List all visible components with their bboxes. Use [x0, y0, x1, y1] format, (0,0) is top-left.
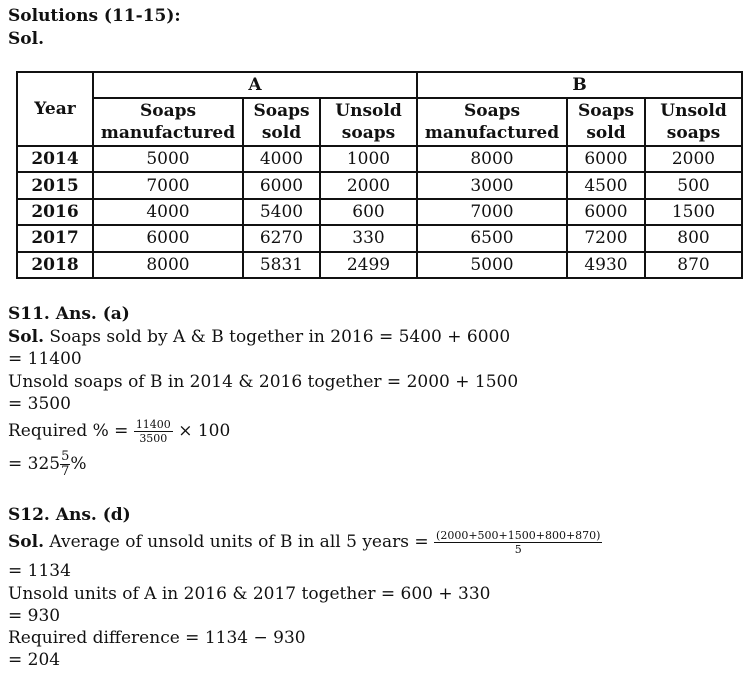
s11-sol-label: Sol. [8, 327, 44, 347]
s11-fraction-denominator: 3500 [139, 432, 168, 445]
s11-result-denominator: 7 [61, 464, 70, 479]
table-cell: 2499 [320, 252, 417, 278]
table-cell: 6000 [567, 146, 645, 172]
table-cell: 330 [320, 225, 417, 251]
table-cell: 6270 [243, 225, 320, 251]
table-cell: 800 [645, 225, 742, 251]
s11-req-suffix: × 100 [172, 421, 231, 441]
table-cell: 4000 [243, 146, 320, 172]
table-cell: 500 [645, 172, 742, 198]
year-cell: 2015 [17, 172, 93, 198]
table-cell: 2000 [645, 146, 742, 172]
s11-fraction [134, 418, 173, 445]
table-cell: 7000 [93, 172, 243, 198]
s11-line-1 [8, 327, 510, 347]
s12-line-2: = 1134 [8, 561, 71, 581]
column-header: Soaps sold [243, 98, 320, 146]
s12-line-1-text: Average of unsold units of B in all 5 years = [44, 532, 435, 552]
year-header: Year [17, 72, 93, 146]
s11-line-1-text: Soaps sold by A & B together in 2016 = 5400 + 6000 [44, 327, 511, 347]
s11-result-prefix: = 325 [8, 454, 61, 474]
table-cell: 5400 [243, 199, 320, 225]
s11-result-fraction [60, 450, 70, 479]
table-cell: 3000 [417, 172, 567, 198]
s12-title: S12. Ans. (d) [8, 505, 131, 525]
table-cell: 870 [645, 252, 742, 278]
table-cell: 2000 [320, 172, 417, 198]
s12-line-4: = 930 [8, 606, 61, 626]
table-cell: 6000 [567, 199, 645, 225]
table-cell: 600 [320, 199, 417, 225]
year-cell: 2016 [17, 199, 93, 225]
table-row [17, 172, 742, 198]
table-cell: 8000 [417, 146, 567, 172]
group-a-header: A [93, 72, 417, 98]
column-header: Unsold soaps [645, 98, 742, 146]
column-header: Soaps sold [567, 98, 645, 146]
s11-line-3: Unsold soaps of B in 2014 & 2016 together = 2000 + 1500 [8, 372, 519, 392]
table-cell: 7000 [417, 199, 567, 225]
year-cell: 2014 [17, 146, 93, 172]
s11-title: S11. Ans. (a) [8, 304, 130, 324]
column-header: Unsold soaps [320, 98, 417, 146]
year-cell: 2018 [17, 252, 93, 278]
s12-sol-label: Sol. [8, 532, 44, 552]
s11-result-line [8, 447, 87, 481]
table-cell: 1500 [645, 199, 742, 225]
table-cell: 8000 [93, 252, 243, 278]
table-cell: 5000 [417, 252, 567, 278]
s11-required-line [8, 414, 230, 448]
s12-line-5: Required difference = 1134 − 930 [8, 628, 306, 648]
table-cell: 6000 [243, 172, 320, 198]
table-row [17, 225, 742, 251]
year-cell: 2017 [17, 225, 93, 251]
column-header: Soaps manufactured [417, 98, 567, 146]
table-cell: 4500 [567, 172, 645, 198]
data-table [16, 71, 743, 279]
table-cell: 4000 [93, 199, 243, 225]
sol-label: Sol. [8, 29, 44, 49]
s11-fraction-numerator: 11400 [135, 418, 171, 431]
s12-average-denominator: 5 [514, 543, 522, 556]
s12-average-fraction [434, 529, 602, 556]
s11-line-4: = 3500 [8, 394, 71, 414]
table-cell: 6500 [417, 225, 567, 251]
s12-line-1 [8, 523, 602, 561]
s11-result-numerator: 5 [61, 449, 70, 464]
table-cell: 6000 [93, 225, 243, 251]
column-header: Soaps manufactured [93, 98, 243, 146]
s12-average-numerator: (2000+500+1500+800+870) [436, 529, 601, 542]
solutions-heading: Solutions (11-15): [8, 6, 181, 26]
table-cell: 7200 [567, 225, 645, 251]
table-row [17, 146, 742, 172]
table-cell: 5831 [243, 252, 320, 278]
s11-line-2: = 11400 [8, 349, 82, 369]
s12-line-6: = 204 [8, 650, 61, 670]
table-cell: 4930 [567, 252, 645, 278]
table-row [17, 199, 742, 225]
table-cell: 1000 [320, 146, 417, 172]
table-cell: 5000 [93, 146, 243, 172]
group-b-header: B [417, 72, 742, 98]
s12-line-3: Unsold units of A in 2016 & 2017 together = 600 + 330 [8, 584, 491, 604]
table-row [17, 252, 742, 278]
s11-req-prefix: Required % = [8, 421, 134, 441]
s11-result-suffix: % [70, 454, 87, 474]
